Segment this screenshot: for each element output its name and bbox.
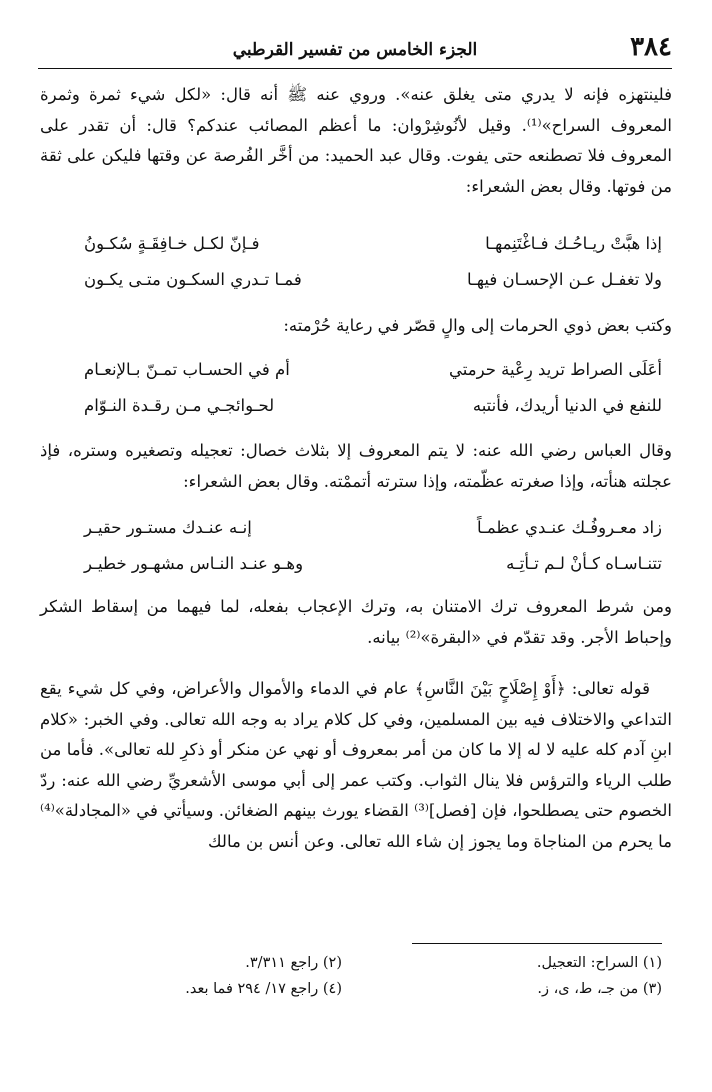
paragraph-3: وقال العباس رضي الله عنه: لا يتم المعروف إلا بثلاث خصال: تعجيله وتصغيره وستره، فإذ عجلته هنأته، وإذا صغرته عظّمته، وإذا سترته أتممْته. وقال بعض الشعراء: — [40, 441, 672, 491]
verse-first-hemistich: زاد معـروفُـك عنـدي عظمـاً — [477, 518, 662, 537]
footnotes — [40, 950, 672, 1002]
paragraph-1: فلينتهزه فإنه لا يدري متى يغلق عنه». وروي عنه ﷺ أنه قال: «لكل شيء ثمرة وثمرة المعروف السراح»⁽¹⁾. وقيل لأنُوشِرْوان: ما أعظم المصائب عندكم؟ قال: أن تقدر على المعروف فلا تصطنعه حتى يفوت. وقال عبد الحميد: من أخَّر الفُرصة عن وقتها فليكن على ثقة من فوتها. وقال بعض الشعراء: — [40, 85, 672, 196]
paragraph-5: قوله تعالى: ﴿أَوْ إِصْلَاحٍ بَيْنَ النَّاسِ﴾ عام في الدماء والأموال والأعراض، وفي كل شيء يقع التداعي والاختلاف فيه بين المسلمين، وفي كل كلام يراد به وجه الله تعالى. وفي الخبر: «كلام ابنِ آدم كله عليه لا له إلا ما كان من أمر بمعروف أو نهي عن منكر أو ذكرِ لله تعالى». فأما من طلب الرياء والترؤس فلا ينال الثواب. وكتب عمر إلى أبي موسى الأشعريِّ رضي الله عنه: ردّ الخصوم حتى يصطلحوا، فإن [فصل]⁽³⁾ القضاء يورث بينهم الضغائن. وسيأتي في «المجادلة»⁽⁴⁾ ما يحرم من المناجاة وما يجوز إن شاء الله تعالى. وعن أنس بن مالك — [40, 679, 672, 851]
verse-second-hemistich: أم في الحسـاب تمـنّ بـالإنعـام — [84, 360, 290, 379]
verse-second-hemistich: وهـو عنـد النـاس مشهـور خطيـر — [84, 554, 304, 573]
paragraph-5-block — [40, 674, 672, 857]
verse-line — [40, 388, 672, 424]
verse-second-hemistich: فمـا تـدري السكـون متـى يكـون — [84, 270, 302, 289]
running-title: الجزء الخامس من تفسير القرطبي — [232, 40, 478, 60]
footnote-1: (١) السراح: التعجيل. — [536, 955, 662, 971]
footnote-separator — [412, 943, 662, 944]
verse-line — [40, 546, 672, 582]
verse-first-hemistich: تتنـاسـاه كـأنْ لـم تـأتِـه — [506, 554, 662, 573]
verse-first-hemistich: ولا تغفـل عـن الإحسـان فيهـا — [466, 270, 662, 289]
paragraph-4: ومن شرط المعروف ترك الامتنان به، وترك الإعجاب بفعله، لما فيهما من إسقاط الشكر وإحباط الأجر. وقد تقدّم في «البقرة»⁽²⁾ بيانه. — [40, 597, 672, 647]
verse-line — [40, 352, 672, 388]
page-number: ٣٨٤ — [630, 32, 672, 62]
verse-first-hemistich: أعَلَى الصراط تريد رِعْية حرمتي — [449, 360, 662, 379]
footnote-4: (٤) راجع ١٧/ ٢٩٤ فما بعد. — [185, 981, 342, 997]
paragraph-2-block — [40, 311, 672, 342]
paragraph-2: وكتب بعض ذوي الحرمات إلى والٍ قصّر في رعاية حُرْمته: — [283, 316, 672, 335]
paragraph-4-block — [40, 592, 672, 653]
verse-first-hemistich: للنفع في الدنيا أريدك، فأنتبه — [472, 396, 662, 415]
poem-2 — [40, 352, 672, 424]
verse-second-hemistich: فـإنّ لكـل خـافِقَـةٍ سُكـونُ — [84, 234, 260, 253]
verse-line — [40, 510, 672, 546]
paragraph-3-block — [40, 436, 672, 497]
verse-line — [40, 262, 672, 298]
verse-second-hemistich: إنـه عنـدك مستـور حقيـر — [84, 518, 252, 537]
poem-3 — [40, 510, 672, 582]
verse-first-hemistich: إذا هبَّتْ ريـاحُـك فـاغْتَنِمهـا — [485, 234, 662, 253]
page-header — [38, 28, 672, 69]
footnote-3: (٣) من جـ، ط، ى، ز. — [537, 981, 662, 997]
paragraph-1-block — [40, 80, 672, 202]
verse-second-hemistich: لحـوائجـي مـن رقـدة النـوّام — [84, 396, 275, 415]
footnote-row — [40, 950, 672, 976]
footnote-row — [40, 976, 672, 1002]
footnote-2: (٢) راجع ٣/٣١١. — [245, 955, 342, 971]
verse-line — [40, 226, 672, 262]
poem-1 — [40, 226, 672, 298]
